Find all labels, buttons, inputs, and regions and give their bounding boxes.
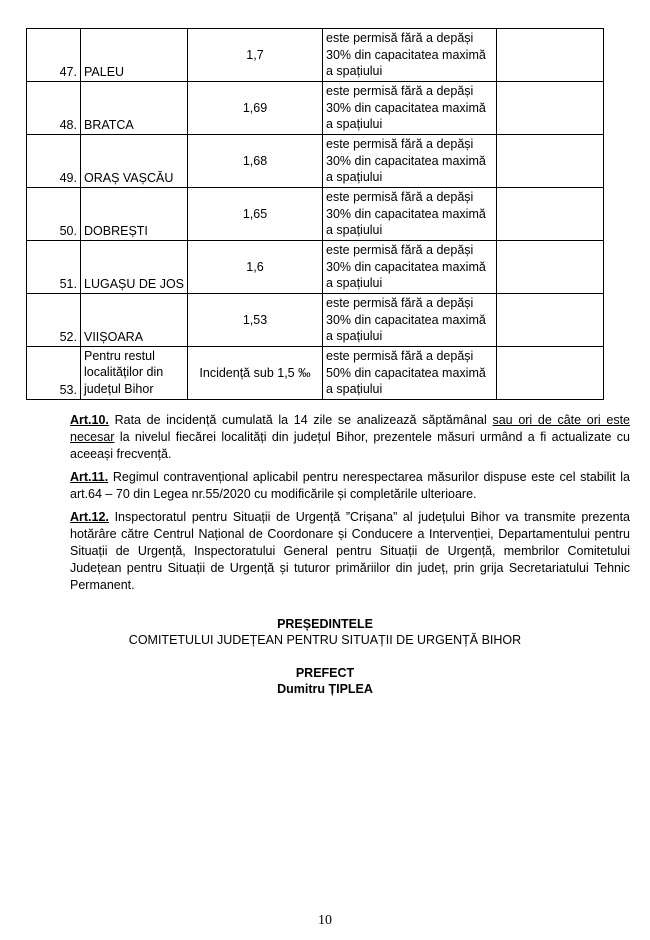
- table-row: [27, 347, 604, 400]
- article-label: Art.12.: [70, 510, 109, 524]
- empty-cell: [497, 294, 604, 347]
- table-row: [27, 294, 604, 347]
- capacity-rule: [323, 188, 497, 241]
- locality-name: DOBREȘTI: [81, 188, 188, 241]
- incidence-value: 1,69: [188, 82, 323, 135]
- article-label: Art.10.: [70, 413, 109, 427]
- capacity-rule-line: a spațiului: [326, 117, 383, 132]
- locality-name-line: județul Bihor: [84, 381, 154, 396]
- row-number: 51.: [27, 241, 81, 294]
- capacity-rule-line: a spațiului: [326, 170, 383, 185]
- capacity-rule-line: 30% din capacitatea maximă: [326, 312, 486, 327]
- signature-role: PREFECT: [295, 666, 355, 680]
- capacity-rule-line: 50% din capacitatea maximă: [326, 365, 486, 380]
- incidence-value: Incidență sub 1,5 ‰: [188, 347, 323, 400]
- capacity-rule: [323, 294, 497, 347]
- empty-cell: [497, 188, 604, 241]
- article-label: Art.11.: [70, 470, 109, 484]
- empty-cell: [497, 82, 604, 135]
- capacity-rule-line: 30% din capacitatea maximă: [326, 47, 486, 62]
- locality-name: PALEU: [81, 29, 188, 82]
- capacity-rule-line: este permisă fără a depăși: [326, 31, 474, 46]
- locality-name: BRATCA: [81, 82, 188, 135]
- capacity-rule-line: 30% din capacitatea maximă: [326, 259, 486, 274]
- article-11: Art.11. Regimul contravențional aplicabil pentru nerespectarea măsurilor dispuse este cel stabilit la art.64 – 70 din Legea nr.55/2020 cu modificările și completările ulterioare.: [70, 470, 630, 501]
- capacity-rule: [323, 82, 497, 135]
- table-row: [27, 241, 604, 294]
- incidence-value: 1,53: [188, 294, 323, 347]
- capacity-rule-line: 30% din capacitatea maximă: [326, 100, 486, 115]
- capacity-rule-line: 30% din capacitatea maximă: [326, 206, 486, 221]
- localities-table: [26, 28, 604, 400]
- row-number: 48.: [27, 82, 81, 135]
- locality-name: LUGAȘU DE JOS: [81, 241, 188, 294]
- capacity-rule: [323, 241, 497, 294]
- table-row: [27, 82, 604, 135]
- capacity-rule: [323, 347, 497, 400]
- capacity-rule-line: este permisă fără a depăși: [326, 84, 474, 99]
- locality-name: VIIȘOARA: [81, 294, 188, 347]
- locality-name-line: Pentru restul: [84, 348, 155, 363]
- table-row: [27, 135, 604, 188]
- capacity-rule-line: este permisă fără a depăși: [326, 137, 474, 152]
- locality-name-line: localităților din: [84, 365, 164, 379]
- capacity-rule-line: a spațiului: [326, 223, 383, 238]
- signature-name: Dumitru ȚIPLEA: [277, 682, 373, 696]
- row-number: 50.: [27, 188, 81, 241]
- capacity-rule-line: a spațiului: [326, 382, 383, 397]
- capacity-rule-line: 30% din capacitatea maximă: [326, 153, 486, 168]
- locality-name: [81, 347, 188, 400]
- capacity-rule: [323, 135, 497, 188]
- table-row: [27, 188, 604, 241]
- empty-cell: [497, 241, 604, 294]
- empty-cell: [497, 29, 604, 82]
- empty-cell: [497, 347, 604, 400]
- signature-title: PREȘEDINTELE: [277, 617, 373, 631]
- page-number: 10: [318, 913, 332, 928]
- row-number: 47.: [27, 29, 81, 82]
- row-number: 53.: [27, 347, 81, 400]
- article-12: Art.12. Inspectoratul pentru Situații de Urgență ”Crișana” al județului Bihor va transmite prezenta hotărâre către Centrul Național de Coordonare și Conducere a Intervenției, Departamentului pentru Situații de Urgență, Inspectoratului General pentru Situații de Urgență, membrilor Comitetului Județean pentru Situații de Urgență și tuturor primăriilor din județ, prin grija Secretariatului Tehnic Permanent.: [70, 510, 630, 592]
- empty-cell: [497, 135, 604, 188]
- incidence-value: 1,65: [188, 188, 323, 241]
- locality-name: ORAȘ VAȘCĂU: [81, 135, 188, 188]
- capacity-rule-line: este permisă fără a depăși: [326, 349, 474, 364]
- capacity-rule: [323, 29, 497, 82]
- capacity-rule-line: a spațiului: [326, 329, 383, 344]
- capacity-rule-line: a spațiului: [326, 276, 383, 291]
- capacity-rule-line: este permisă fără a depăși: [326, 296, 474, 311]
- article-10: Art.10. Rata de incidență cumulată la 14 zile se analizează săptămânal sau ori de câte ori este necesar la nivelul fiecărei localități din județul Bihor, prezentele măsuri urmând a fi actualizate cu aceeași frecvență.: [70, 413, 630, 461]
- incidence-value: 1,7: [188, 29, 323, 82]
- row-number: 49.: [27, 135, 81, 188]
- capacity-rule-line: este permisă fără a depăși: [326, 243, 474, 258]
- row-number: 52.: [27, 294, 81, 347]
- capacity-rule-line: este permisă fără a depăși: [326, 190, 474, 205]
- signature-committee: COMITETULUI JUDEȚEAN PENTRU SITUAȚII DE URGENȚĂ BIHOR: [128, 633, 522, 647]
- table-row: [27, 29, 604, 82]
- incidence-value: 1,6: [188, 241, 323, 294]
- capacity-rule-line: a spațiului: [326, 64, 383, 79]
- articles-section: [70, 412, 630, 600]
- incidence-value: 1,68: [188, 135, 323, 188]
